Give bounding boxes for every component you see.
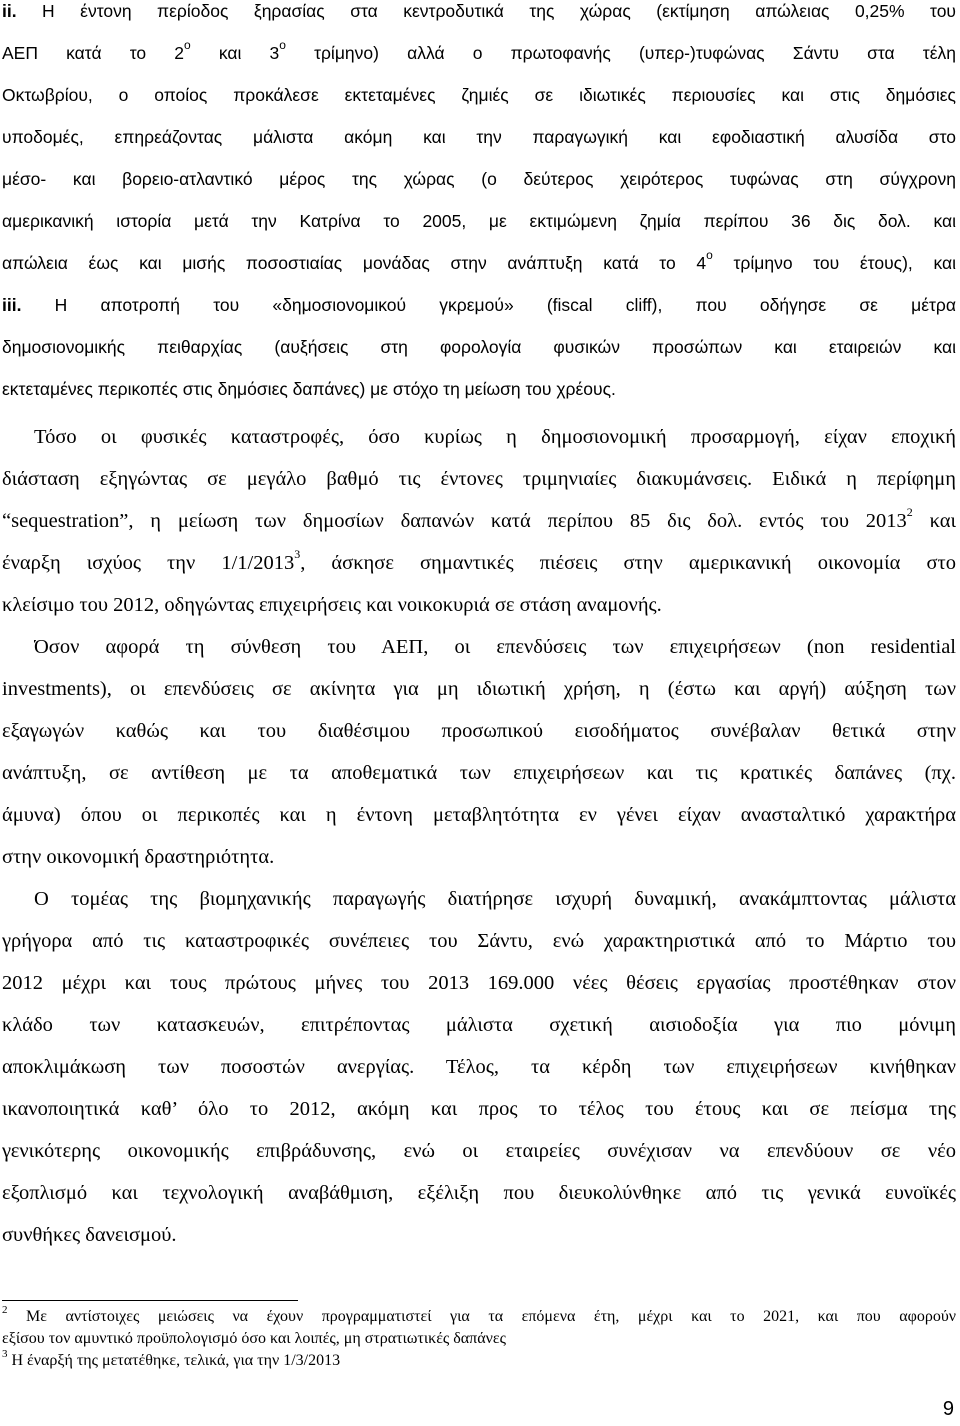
paragraph-line: Όσον αφορά τη σύνθεση του ΑΕΠ, οι επενδύσεις των επιχειρήσεων (non residential xyxy=(34,636,956,658)
paragraph-line: εξοπλισμό και τεχνολογική αναβάθμιση, εξέλιξη που διευκολύνθηκε από τις γενικά ευνοϊκές xyxy=(2,1182,956,1204)
paragraph-line: investments), οι επενδύσεις σε ακίνητα για μη ιδιωτική χρήση, η (έστω και αργή) αύξηση των xyxy=(2,678,956,700)
paragraph-line: διάσταση εξηγώντας σε μεγάλο βαθμό τις έντονες τριμηνιαίες διακυμάνσεις. Ειδικά η περίφημη xyxy=(2,468,956,490)
footnote-ref: 2 xyxy=(906,505,913,520)
list-marker-iii: iii. xyxy=(2,295,22,315)
body-line: Οκτωβρίου, ο οποίος προκάλεσε εκτεταμένες ζημιές σε ιδιωτικές περιουσίες και στις δημόσιες xyxy=(2,85,956,105)
paragraph-line: ικανοποιητικά καθ’ όλο το 2012, ακόμη και προς το τέλος του έτους και σε πείσμα της xyxy=(2,1098,956,1120)
paragraph-line: έναρξη ισχύος την 1/1/2013$^3$, άσκησε σημαντικές πιέσεις στην αμερικανική οικονομία στο xyxy=(2,547,956,574)
paragraph-line: κλείσιμο του 2012, οδηγώντας επιχειρήσεις και νοικοκυριά σε στάση αναμονής. xyxy=(2,594,662,616)
footnote-2-continuation: εξίσου τον αμυντικό προϋπολογισμό όσο και λοιπές, μη στρατιωτικές δαπάνες xyxy=(2,1330,506,1347)
paragraph-line: άμυνα) όπου οι περικοπές και η έντονη μεταβλητότητα εν γένει είχαν ανασταλτικό χαρακτήρα xyxy=(2,804,956,826)
body-line: απώλεια έως και μισής ποσοστιαίας μονάδας στην ανάπτυξη κατά το $4^o$ τρίμηνο του έτους), και xyxy=(2,248,956,273)
footnote-number: 3 xyxy=(2,1350,8,1360)
footnote-separator xyxy=(2,1300,298,1301)
paragraph-line: “sequestration”, η μείωση των δημοσίων δαπανών κατά περίπου 85 δις δολ. εντός του 2013$^2$ και xyxy=(2,505,956,532)
paragraph-line: εξαγωγών καθώς και του διαθέσιμου προσωπικού εισοδήματος συνέβαλαν θετικά στην xyxy=(2,720,956,742)
footnote-3: $^3$ Η έναρξή της μετατέθηκε, τελικά, για την 1/3/2013 xyxy=(2,1350,956,1372)
paragraph-line: κλάδο των κατασκευών, επιτρέποντας μάλιστα σχετική αισιοδοξία για πιο μόνιμη xyxy=(2,1014,956,1036)
list-item-iii-line: iii. Η αποτροπή του «δημοσιονομικού γκρεμού» (fiscal cliff), που οδήγησε σε μέτρα xyxy=(2,295,956,315)
body-line: μέσο- και βορειο-ατλαντικό μέρος της χώρας (ο δεύτερος χειρότερος τυφώνας στη σύγχρονη xyxy=(2,169,956,189)
superscript: ο xyxy=(706,248,713,263)
body-line: ΑΕΠ κατά το $2^o$ και $3^o$ τρίμηνο) αλλά ο πρωτοφανής (υπερ-)τυφώνας Σάντυ στα τέλη xyxy=(2,38,956,63)
paragraph-line: γρήγορα από τις καταστροφικές συνέπειες του Σάντυ, ενώ χαρακτηριστικά από το Μάρτιο του xyxy=(2,930,956,952)
body-line: υποδομές, επηρεάζοντας μάλιστα ακόμη και την παραγωγική και εφοδιαστική αλυσίδα στο xyxy=(2,127,956,147)
body-line: δημοσιονομικής πειθαρχίας (αυξήσεις στη φορολογία φυσικών προσώπων και εταιρειών και xyxy=(2,337,956,357)
footnote-ref: 3 xyxy=(294,547,301,562)
list-marker-ii: ii. xyxy=(2,1,17,21)
page-number: 9 xyxy=(942,1398,954,1420)
superscript: ο xyxy=(183,38,191,53)
paragraph-line: αποκλιμάκωση των ποσοστών ανεργίας. Τέλος, τα κέρδη των επιχειρήσεων κινήθηκαν xyxy=(2,1056,956,1078)
footnote-number: 2 xyxy=(2,1306,8,1316)
paragraph-line: στην οικονομική δραστηριότητα. xyxy=(2,846,275,868)
paragraph-line: γενικότερης οικονομικής επιβράδυνσης, ενώ οι εταιρείες συνέχισαν να επενδύουν σε νέο xyxy=(2,1140,956,1162)
paragraph-line: Τόσο οι φυσικές καταστροφές, όσο κυρίως η δημοσιονομική προσαρμογή, είχαν εποχική xyxy=(34,426,956,448)
paragraph-line: Ο τομέας της βιομηχανικής παραγωγής διατήρησε ισχυρή δυναμική, ανακάμπτοντας μάλιστα xyxy=(34,888,956,910)
footnote-2: $^2$ Με αντίστοιχες μειώσεις να έχουν προγραμματιστεί για τα επόμενα έτη, μέχρι και το 2021, και που αφορούν xyxy=(2,1306,956,1328)
superscript: ο xyxy=(279,38,286,53)
body-line: αμερικανική ιστορία μετά την Κατρίνα το 2005, με εκτιμώμενη ζημία περίπου 36 δις δολ. και xyxy=(2,211,956,231)
paragraph-line: ανάπτυξη, σε αντίθεση με τα αποθεματικά των επιχειρήσεων και τις κρατικές δαπάνες (πχ. xyxy=(2,762,956,784)
paragraph-line: 2012 μέχρι και τους πρώτους μήνες του 2013 169.000 νέες θέσεις εργασίας προστέθηκαν στον xyxy=(2,972,956,994)
paragraph-line: συνθήκες δανεισμού. xyxy=(2,1224,177,1246)
body-line: εκτεταμένες περικοπές στις δημόσιες δαπάνες) με στόχο τη μείωση του χρέους. xyxy=(2,379,616,399)
list-item-ii-line: ii. Η έντονη περίοδος ξηρασίας στα κεντροδυτικά της χώρας (εκτίμηση απώλειας 0,25% του xyxy=(2,1,956,21)
